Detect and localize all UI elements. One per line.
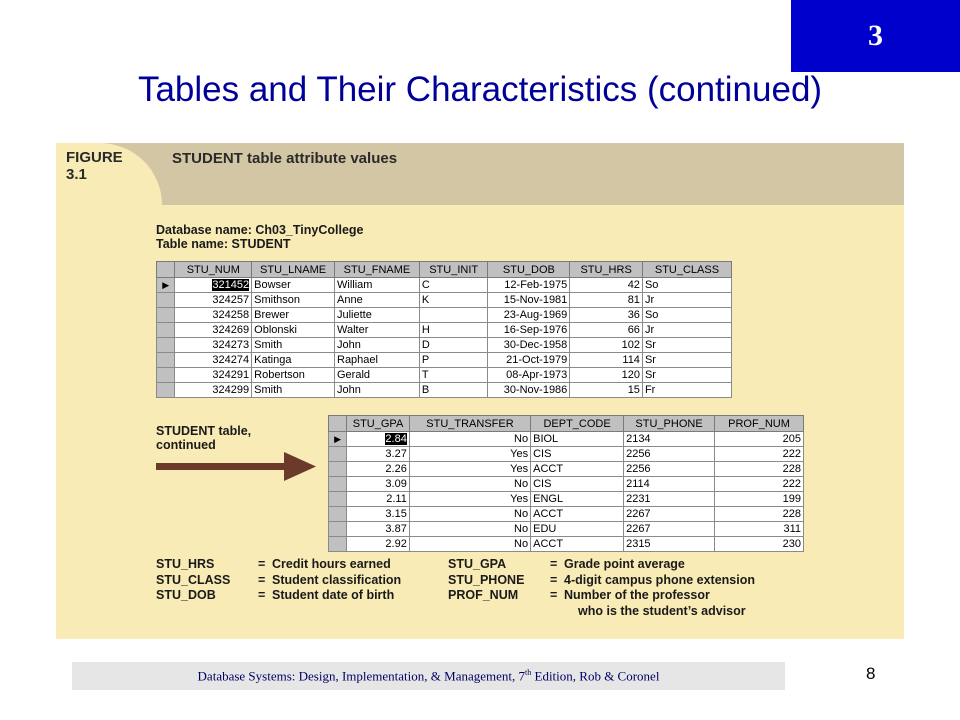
table-cell[interactable] (570, 308, 643, 323)
cell-value: So (644, 279, 659, 291)
legend-equals: = (550, 588, 558, 602)
table-cell[interactable] (570, 353, 643, 368)
table-cell[interactable] (624, 477, 715, 492)
legend-left (156, 557, 401, 604)
column-header[interactable]: STU_GPA (347, 416, 410, 432)
cell-value: 2256 (626, 448, 651, 460)
table-cell[interactable] (642, 278, 731, 293)
page-number: 8 (866, 664, 876, 683)
legend-right (448, 557, 755, 619)
cell-value: 15 (627, 384, 640, 396)
cell-value: Raphael (337, 354, 378, 366)
table-cell[interactable] (335, 308, 420, 323)
table-cell[interactable] (570, 293, 643, 308)
table-row[interactable] (157, 323, 732, 338)
cell-value: Brewer (254, 309, 289, 321)
table-cell[interactable] (409, 447, 530, 462)
cell-value: 324257 (212, 294, 250, 306)
table-cell[interactable] (715, 507, 804, 522)
legend-value: Credit hours earned (272, 557, 391, 571)
cell-value: B (421, 384, 430, 396)
legend-row (156, 588, 401, 604)
figure-label-number: 3.1 (66, 166, 87, 183)
table-cell[interactable] (347, 507, 410, 522)
row-selector[interactable] (329, 477, 347, 492)
table-cell[interactable] (531, 462, 624, 477)
figure-label-word: FIGURE (66, 149, 123, 166)
table-cell[interactable] (531, 522, 624, 537)
legend-value: 4-digit campus phone extension (564, 572, 755, 587)
cell-value: William (337, 279, 373, 291)
continued-arrow-icon (156, 447, 318, 487)
cell-value: 120 (621, 369, 640, 381)
legend-equals: = (258, 588, 266, 602)
table-cell[interactable] (642, 323, 731, 338)
cell-value: Jr (644, 294, 655, 306)
cell-value: 08-Apr-1973 (506, 369, 568, 381)
cell-value: 311 (783, 523, 801, 535)
cell-value: 30-Nov-1986 (503, 384, 568, 396)
cell-value: 2.84 (385, 433, 407, 445)
legend-indent (448, 604, 578, 620)
table-cell[interactable] (419, 308, 488, 323)
row-selector[interactable] (329, 522, 347, 537)
table-cell[interactable] (175, 368, 252, 383)
cell-value: 324299 (212, 384, 250, 396)
cell-value: 2.26 (385, 463, 407, 475)
table-cell[interactable] (642, 308, 731, 323)
legend-value: Student date of birth (272, 588, 395, 602)
table-cell[interactable] (252, 383, 335, 398)
cell-value: 222 (782, 448, 801, 460)
cell-value: 321452 (212, 279, 250, 291)
table-cell[interactable] (252, 278, 335, 293)
row-selector[interactable] (157, 368, 175, 383)
column-header[interactable]: STU_TRANSFER (409, 416, 530, 432)
table-cell[interactable] (175, 308, 252, 323)
cell-value: 30-Dec-1958 (503, 339, 568, 351)
table-cell[interactable] (570, 323, 643, 338)
cell-value: John (337, 339, 361, 351)
table-cell[interactable] (335, 383, 420, 398)
table-cell[interactable] (409, 537, 530, 552)
row-selector[interactable] (329, 447, 347, 462)
column-header[interactable]: STU_DOB (488, 262, 570, 278)
figure-header (56, 143, 904, 205)
table-cell[interactable] (570, 368, 643, 383)
cell-value: Katinga (254, 354, 292, 366)
row-selector[interactable] (157, 278, 175, 293)
row-selector[interactable] (157, 383, 175, 398)
legend-value: Student classification (272, 572, 402, 587)
table-cell[interactable] (531, 537, 624, 552)
table-row[interactable] (157, 278, 732, 293)
cell-value: 230 (782, 538, 801, 550)
row-selector[interactable] (157, 338, 175, 353)
table-cell[interactable] (175, 293, 252, 308)
table-cell[interactable] (642, 368, 731, 383)
cell-value: Jr (644, 324, 655, 336)
table-cell[interactable] (419, 383, 488, 398)
cell-value: Walter (337, 324, 369, 336)
cell-value: 2134 (626, 433, 651, 445)
table-cell[interactable] (715, 432, 804, 447)
cell-value: D (421, 339, 430, 351)
legend-equals: = (550, 572, 558, 587)
footer-bar (72, 662, 785, 690)
table-row[interactable] (329, 447, 804, 462)
column-header[interactable]: STU_PHONE (624, 416, 715, 432)
table-cell[interactable] (624, 432, 715, 447)
table-cell[interactable] (531, 447, 624, 462)
cell-value: 2.92 (385, 538, 407, 550)
cell-value: ACCT (533, 538, 564, 550)
cell-value: 3.15 (385, 508, 407, 520)
row-selector[interactable] (329, 537, 347, 552)
table-row[interactable] (329, 432, 804, 447)
cell-value: CIS (533, 448, 552, 460)
table-cell[interactable] (347, 477, 410, 492)
cell-value: H (421, 324, 430, 336)
table-cell[interactable] (335, 368, 420, 383)
table-cell[interactable] (488, 353, 570, 368)
continued-label-line1: STUDENT table, (156, 424, 252, 438)
table-cell[interactable] (715, 447, 804, 462)
legend-key: STU_DOB (156, 588, 216, 602)
table-cell[interactable] (642, 353, 731, 368)
legend-key: STU_HRS (156, 557, 215, 571)
legend-row (448, 588, 755, 604)
column-header[interactable]: STU_HRS (570, 262, 643, 278)
legend-key: STU_PHONE (448, 572, 525, 587)
cell-value: 2114 (626, 478, 650, 490)
table-cell[interactable] (175, 278, 252, 293)
table-cell[interactable] (347, 522, 410, 537)
column-header[interactable]: PROF_NUM (715, 416, 804, 432)
legend-key: STU_CLASS (156, 572, 231, 587)
table-name: Table name: STUDENT (156, 237, 291, 251)
cell-value: 3.87 (385, 523, 407, 535)
cell-value: T (421, 369, 429, 381)
cell-value: John (337, 384, 361, 396)
legend-value: Number of the professor (564, 588, 710, 602)
row-selector[interactable] (157, 293, 175, 308)
table-cell[interactable] (488, 278, 570, 293)
table-cell[interactable] (252, 308, 335, 323)
row-selector[interactable] (157, 323, 175, 338)
table-cell[interactable] (624, 507, 715, 522)
footer-text-tail: Edition, Rob & Coronel (531, 668, 660, 684)
legend-value: Grade point average (564, 557, 685, 571)
table-cell[interactable] (642, 383, 731, 398)
cell-value: 36 (627, 309, 640, 321)
table-cell[interactable] (488, 323, 570, 338)
table-row[interactable] (157, 293, 732, 308)
table-cell[interactable] (624, 492, 715, 507)
table-cell[interactable] (642, 338, 731, 353)
legend-equals: = (550, 557, 558, 571)
table-cell[interactable] (715, 492, 804, 507)
cell-value: C (421, 279, 430, 291)
row-pointer-icon: ▶ (334, 434, 342, 444)
cell-value: No (514, 433, 529, 445)
table-row[interactable] (157, 383, 732, 398)
table-cell[interactable] (409, 432, 530, 447)
cell-value: Smith (254, 339, 283, 351)
table-cell[interactable] (624, 462, 715, 477)
cell-value: Yes (510, 493, 529, 505)
row-selector[interactable] (329, 432, 347, 447)
cell-value: Yes (510, 448, 529, 460)
cell-value: 2267 (626, 523, 651, 535)
table-cell[interactable] (488, 368, 570, 383)
cell-value: Gerald (337, 369, 371, 381)
table-cell[interactable] (419, 338, 488, 353)
figure-caption: STUDENT table attribute values (172, 150, 398, 167)
table-row[interactable] (157, 338, 732, 353)
legend-row (448, 557, 755, 573)
table-cell[interactable] (335, 278, 420, 293)
row-selector-header (329, 416, 347, 432)
table-cell[interactable] (175, 353, 252, 368)
cell-value: 2315 (626, 538, 651, 550)
table-cell[interactable] (488, 338, 570, 353)
cell-value: K (421, 294, 430, 306)
chapter-number-box (791, 0, 960, 72)
table-cell[interactable] (715, 522, 804, 537)
cell-value: No (514, 538, 529, 550)
table-row[interactable] (329, 492, 804, 507)
column-header[interactable]: STU_NUM (175, 262, 252, 278)
table-cell[interactable] (335, 338, 420, 353)
cell-value: 2.11 (386, 493, 407, 505)
column-header[interactable]: STU_LNAME (252, 262, 335, 278)
cell-value: Juliette (337, 309, 372, 321)
row-selector[interactable] (329, 462, 347, 477)
cell-value: 12-Feb-1975 (504, 279, 568, 291)
table-cell[interactable] (488, 308, 570, 323)
table-cell[interactable] (419, 293, 488, 308)
table-cell[interactable] (570, 278, 643, 293)
legend-row (156, 573, 401, 589)
table-row[interactable] (329, 537, 804, 552)
cell-value: ACCT (533, 463, 564, 475)
database-name: Database name: Ch03_TinyCollege (156, 223, 364, 237)
cell-value: Bowser (254, 279, 291, 291)
column-header[interactable]: STU_CLASS (642, 262, 731, 278)
cell-value: Sr (644, 369, 656, 381)
cell-value: 2256 (626, 463, 651, 475)
table-cell[interactable] (409, 507, 530, 522)
cell-value: 3.09 (385, 478, 407, 490)
table-cell[interactable] (531, 492, 624, 507)
table-cell[interactable] (531, 432, 624, 447)
table-cell[interactable] (175, 338, 252, 353)
cell-value: EDU (533, 523, 557, 535)
cell-value: 23-Aug-1969 (503, 309, 568, 321)
legend-key: STU_GPA (448, 557, 507, 571)
cell-value: Smithson (254, 294, 300, 306)
table-cell[interactable] (715, 477, 804, 492)
table-cell[interactable] (409, 492, 530, 507)
cell-value: No (514, 478, 529, 490)
cell-value: 324273 (212, 339, 250, 351)
table-cell[interactable] (347, 492, 410, 507)
column-header[interactable]: DEPT_CODE (531, 416, 624, 432)
student-table-part2 (328, 415, 804, 552)
cell-value: No (514, 508, 529, 520)
table-cell[interactable] (347, 462, 410, 477)
cell-value: 21-Oct-1979 (506, 354, 568, 366)
table-cell[interactable] (715, 462, 804, 477)
legend-equals: = (258, 572, 266, 587)
table-cell[interactable] (531, 477, 624, 492)
cell-value: Anne (337, 294, 363, 306)
row-selector-header (157, 262, 175, 278)
cell-value: Sr (644, 354, 656, 366)
cell-value: 2231 (626, 493, 651, 505)
cell-value: 228 (782, 508, 801, 520)
table-row[interactable] (157, 353, 732, 368)
cell-value: BIOL (533, 433, 559, 445)
table-row[interactable] (329, 522, 804, 537)
cell-value: No (514, 523, 529, 535)
chapter-number: 3 (868, 19, 883, 52)
cell-value: 324269 (212, 324, 250, 336)
cell-value: 42 (627, 279, 640, 291)
figure-panel (56, 143, 904, 639)
cell-value: 3.27 (385, 448, 407, 460)
table-cell[interactable] (252, 368, 335, 383)
slide-title: Tables and Their Characteristics (continued) (137, 70, 823, 109)
row-selector[interactable] (157, 353, 175, 368)
cell-value: 324258 (212, 309, 250, 321)
table-cell[interactable] (419, 323, 488, 338)
table-cell[interactable] (252, 323, 335, 338)
cell-value: Smith (254, 384, 283, 396)
table-cell[interactable] (409, 522, 530, 537)
cell-value: Sr (644, 339, 656, 351)
legend-equals: = (258, 557, 266, 571)
table-cell[interactable] (570, 383, 643, 398)
cell-value: Oblonski (254, 324, 297, 336)
cell-value: 2267 (626, 508, 651, 520)
footer-citation (198, 668, 660, 684)
row-pointer-icon: ▶ (162, 280, 170, 290)
cell-value: 228 (782, 463, 801, 475)
cell-value: Fr (644, 384, 656, 396)
cell-value: 16-Sep-1976 (503, 324, 568, 336)
legend-row (448, 573, 755, 589)
row-selector[interactable] (329, 492, 347, 507)
legend-value: who is the student’s advisor (578, 603, 746, 618)
cell-value: 114 (622, 354, 640, 366)
table-row[interactable] (329, 477, 804, 492)
table-cell[interactable] (570, 338, 643, 353)
table-cell[interactable] (419, 368, 488, 383)
table-cell[interactable] (252, 338, 335, 353)
cell-value: 199 (782, 493, 801, 505)
table-cell[interactable] (335, 293, 420, 308)
cell-value: 222 (782, 478, 801, 490)
table-cell[interactable] (347, 447, 410, 462)
cell-value: 324274 (212, 354, 250, 366)
table-row[interactable] (157, 308, 732, 323)
legend-key: PROF_NUM (448, 588, 519, 602)
table-row[interactable] (329, 507, 804, 522)
student-table-part1 (156, 261, 732, 398)
table-cell[interactable] (252, 353, 335, 368)
figure-label (66, 149, 123, 183)
table-cell[interactable] (347, 432, 410, 447)
table-cell[interactable] (175, 383, 252, 398)
table-cell[interactable] (488, 293, 570, 308)
column-header[interactable]: STU_INIT (419, 262, 488, 278)
table-cell[interactable] (419, 278, 488, 293)
cell-value: 102 (621, 339, 640, 351)
table-cell[interactable] (335, 323, 420, 338)
continued-label-line2: continued (156, 438, 216, 452)
table-cell[interactable] (409, 462, 530, 477)
table-cell[interactable] (347, 537, 410, 552)
cell-value: 66 (627, 324, 640, 336)
cell-value: ENGL (533, 493, 564, 505)
table-cell[interactable] (335, 353, 420, 368)
row-selector[interactable] (329, 507, 347, 522)
table-row[interactable] (157, 368, 732, 383)
cell-value: 205 (782, 433, 801, 445)
column-header[interactable]: STU_FNAME (335, 262, 420, 278)
table-row[interactable] (329, 462, 804, 477)
cell-value: 15-Nov-1981 (503, 294, 568, 306)
legend-row (156, 557, 401, 573)
table-cell[interactable] (175, 323, 252, 338)
table-cell[interactable] (252, 293, 335, 308)
table-cell[interactable] (715, 537, 804, 552)
table-cell[interactable] (488, 383, 570, 398)
footer-text-main: Database Systems: Design, Implementation, & Management, 7 (197, 668, 526, 684)
cell-value: ACCT (533, 508, 564, 520)
table-cell[interactable] (624, 537, 715, 552)
row-selector[interactable] (157, 308, 175, 323)
table-cell[interactable] (624, 447, 715, 462)
cell-value: P (421, 354, 430, 366)
cell-value: Robertson (254, 369, 305, 381)
table-cell[interactable] (531, 507, 624, 522)
table-cell[interactable] (419, 353, 488, 368)
footer-superscript: th (525, 667, 532, 677)
cell-value: 324291 (212, 369, 250, 381)
cell-value: 81 (627, 294, 640, 306)
cell-value: CIS (533, 478, 552, 490)
table-cell[interactable] (642, 293, 731, 308)
legend-row-continued (448, 604, 755, 620)
table-cell[interactable] (624, 522, 715, 537)
cell-value: Yes (510, 463, 529, 475)
cell-value: So (644, 309, 659, 321)
database-info (156, 223, 363, 251)
table-cell[interactable] (409, 477, 530, 492)
